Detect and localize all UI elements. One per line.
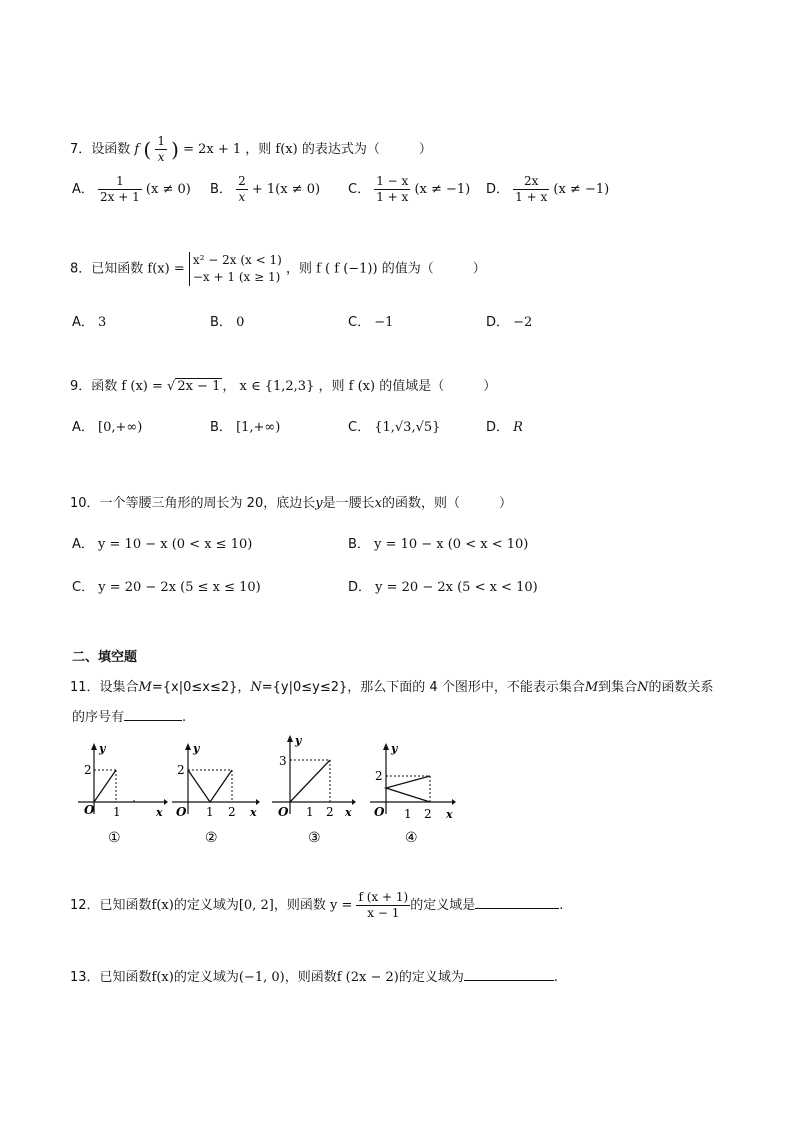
option-condition: (x ≠ 0): [145, 182, 191, 197]
question-13: [70, 966, 558, 985]
y-axis-label: y: [391, 742, 398, 755]
option-value: y = 10 − x (0 < x < 10): [374, 537, 529, 552]
y-axis-label: y: [193, 742, 200, 755]
function-graph: [386, 776, 430, 802]
question-text-b: 到集合: [598, 680, 638, 695]
option-label: D．: [486, 315, 510, 330]
q9-option-a[interactable]: [72, 416, 142, 435]
question-text-b: 的定义域为: [173, 898, 239, 913]
q7-option-c[interactable]: [348, 174, 470, 205]
option-label: C．: [348, 315, 371, 330]
fraction-numerator: 1: [157, 134, 165, 148]
option-value: −2: [513, 315, 533, 330]
figure-1-graph: [72, 740, 168, 848]
option-value: −1: [374, 315, 394, 330]
y-axis-arrow: [91, 743, 97, 750]
x-tick-label: 1: [206, 805, 214, 819]
question-8-number: 8．已知函数: [70, 261, 144, 277]
question-11-line-1: [70, 676, 714, 695]
fx-expression: f(x): [151, 898, 174, 913]
fx-expression: f(x): [275, 142, 298, 157]
q9-option-b[interactable]: [210, 416, 280, 435]
connector-text: ，则: [318, 379, 345, 394]
x-axis-arrow: [256, 799, 260, 805]
q9-option-c[interactable]: [348, 416, 440, 435]
option-denominator: x: [238, 190, 246, 204]
y-axis-arrow: [383, 743, 389, 750]
origin-label: O: [374, 805, 385, 819]
x-axis-label: x: [446, 808, 453, 821]
fx-expression: f(x): [151, 970, 174, 985]
x-axis-label: x: [345, 806, 352, 819]
question-9-number: 9．函数: [70, 379, 118, 394]
function-graph: [188, 770, 232, 802]
q10-option-b[interactable]: [348, 533, 528, 552]
period: .: [553, 970, 558, 985]
answer-blank[interactable]: [464, 968, 554, 981]
question-7: 7．设函数 f ( $\frac{1}{x}$ ) = 2x + 1 ，则 f(x) 的表达式为（ ）: [70, 134, 432, 164]
option-label: D．: [486, 420, 510, 435]
option-value: y = 10 − x (0 < x ≤ 10): [98, 537, 253, 552]
fraction-expression: [356, 890, 410, 921]
option-label: B．: [210, 315, 232, 330]
option-denominator: 2x + 1: [100, 190, 140, 204]
option-label: A．: [72, 315, 94, 330]
fx-expression: f(x) =: [147, 261, 185, 277]
question-text-c: ，则函数: [273, 898, 326, 913]
option-value: R: [513, 420, 523, 435]
q8-option-c[interactable]: [348, 311, 393, 330]
q10-option-a[interactable]: [72, 533, 252, 552]
y-tick-label: 2: [177, 763, 185, 777]
x-axis-arrow: [352, 799, 356, 805]
figure-2: [168, 740, 264, 852]
fraction-denominator: x − 1: [367, 906, 400, 920]
connector-text: ，则: [245, 142, 272, 157]
option-fraction: [98, 174, 142, 205]
option-value: y = 20 − 2x (5 ≤ x ≤ 10): [98, 580, 261, 595]
question-tail: 的函数，则（ ）: [381, 496, 512, 511]
question-text-c: ，则函数: [284, 970, 337, 985]
question-tail: 的表达式为（ ）: [301, 142, 432, 157]
figure-number: ③: [308, 830, 321, 846]
q10-option-d[interactable]: [348, 576, 538, 595]
domain-interval: [0, 2]: [238, 898, 274, 913]
option-numerator: 2x: [513, 174, 549, 190]
y-axis-arrow: [287, 735, 293, 742]
composite-expression: f ( f (−1)): [316, 261, 378, 277]
option-label: C．: [348, 182, 371, 197]
origin-label: O: [176, 805, 187, 819]
figure-1: [72, 740, 168, 852]
question-text-b: 是一腰长: [322, 496, 375, 511]
y-axis-arrow: [185, 743, 191, 750]
q10-option-c[interactable]: [72, 576, 261, 595]
question-tail: 的值为（ ）: [381, 261, 486, 277]
function-symbol: f: [134, 142, 140, 157]
y-equals: y =: [329, 898, 353, 913]
option-value: [0,+∞): [98, 420, 143, 435]
option-label: C．: [348, 420, 371, 435]
question-text-b: 的定义域为: [173, 970, 239, 985]
set-m-symbol: M: [138, 680, 152, 695]
function-graph: [290, 760, 330, 802]
q7-option-d[interactable]: [486, 174, 609, 205]
option-fraction: [374, 174, 410, 205]
figure-number: ②: [205, 830, 218, 846]
connector-text: ，则: [285, 261, 312, 277]
variable-x: x: [374, 496, 382, 511]
fraction-denominator: x: [157, 150, 165, 164]
fraction-1-over-x: [155, 134, 167, 165]
question-12: [70, 890, 563, 921]
equation-rhs: = 2x + 1: [183, 142, 242, 157]
set-n-definition: ={y|0≤y≤2}，那么下面的 4 个图形中，不能表示集合: [261, 680, 585, 695]
answer-blank[interactable]: [475, 896, 559, 909]
piecewise-case-1: x² − 2x (x < 1): [192, 253, 282, 267]
option-condition: (x ≠ −1): [553, 182, 610, 197]
option-value: y = 20 − 2x (5 < x < 10): [375, 580, 538, 595]
section-heading: 二、填空题: [72, 650, 138, 665]
x-tick-label: 2: [228, 805, 236, 819]
figure-2-graph: [168, 740, 264, 848]
option-value: {1,√3,√5}: [374, 420, 441, 435]
option-denominator: 1 + x: [376, 190, 409, 204]
option-label: A．: [72, 420, 94, 435]
x-axis-label: x: [156, 806, 163, 819]
question-text-c: 的函数关系: [648, 680, 714, 695]
question-7-number: 7．设函数: [70, 142, 131, 157]
option-label: D．: [486, 182, 510, 197]
y-tick-label: 2: [84, 763, 92, 777]
question-9: 9．函数 f (x) = √ 2x − 1 ， x ∈ {1,2,3} ，则 f (x) 的值域是（ ）: [70, 379, 497, 394]
x-tick-label: 1: [404, 807, 412, 821]
figure-number: ①: [108, 830, 121, 846]
question-text-d: 的定义域为: [398, 970, 464, 985]
q9-option-d[interactable]: [486, 416, 523, 435]
question-10-text: 10．一个等腰三角形的周长为 20，底边长: [70, 496, 316, 511]
question-11-prompt: 的序号有: [72, 710, 125, 725]
question-tail: 的值域是（ ）: [379, 379, 497, 394]
figure-4-graph: [366, 740, 462, 848]
question-text-d: 的定义域是: [410, 898, 476, 913]
figure-3: [268, 730, 360, 852]
option-condition: + 1(x ≠ 0): [251, 182, 321, 197]
separator: ，: [222, 379, 236, 394]
question-11-line-2: [72, 706, 186, 725]
set-m-definition: ={x|0≤x≤2}，: [151, 680, 251, 695]
question-8: [70, 252, 486, 286]
option-condition: (x ≠ −1): [414, 182, 471, 197]
option-label: C．: [72, 580, 95, 595]
question-11-number: 11．设集合: [70, 680, 139, 695]
period: .: [182, 710, 187, 725]
function-graph: [94, 770, 116, 802]
q8-option-a[interactable]: [72, 311, 106, 330]
variable-y: y: [315, 496, 323, 511]
x-tick-label: 1: [113, 805, 121, 819]
x-tick-label: 2: [326, 805, 334, 819]
fraction-numerator: f (x + 1): [358, 890, 409, 904]
option-value: 3: [98, 315, 107, 330]
option-value: [1,+∞): [236, 420, 281, 435]
option-fraction: [236, 174, 248, 205]
x-axis-arrow: [452, 799, 456, 805]
set-m-symbol-2: M: [584, 680, 599, 695]
answer-blank[interactable]: [124, 708, 182, 721]
set-n-symbol: N: [250, 680, 262, 695]
option-numerator: 2: [238, 174, 246, 188]
option-denominator: 1 + x: [515, 190, 548, 204]
set-n-symbol-2: N: [637, 680, 649, 695]
piecewise-case-2: −x + 1 (x ≥ 1): [192, 270, 281, 284]
option-numerator: 1 − x: [376, 174, 409, 188]
question-13-number: 13．已知函数: [70, 970, 152, 985]
y-axis-label: y: [99, 742, 106, 755]
y-axis-label: y: [295, 734, 302, 747]
y-tick-label: 2: [375, 769, 383, 783]
x-tick-label: 1: [306, 805, 314, 819]
option-fraction: [513, 174, 549, 205]
option-label: A．: [72, 182, 94, 197]
x-tick-label: 2: [424, 807, 432, 821]
figure-3-graph: [268, 730, 360, 848]
q7-option-a[interactable]: [72, 174, 191, 205]
q8-option-b[interactable]: [210, 311, 244, 330]
q8-option-d[interactable]: [486, 311, 532, 330]
y-tick-label: 3: [279, 754, 287, 768]
option-label: B．: [210, 420, 232, 435]
fx-expression-2: f (x): [348, 379, 376, 394]
figure-number: ④: [405, 830, 418, 846]
sqrt-radicand: 2x − 1: [177, 379, 221, 394]
option-value: 0: [236, 315, 245, 330]
option-label: A．: [72, 537, 94, 552]
option-label: D．: [348, 580, 372, 595]
domain-interval: (−1, 0): [238, 970, 285, 985]
q7-option-b[interactable]: [210, 174, 320, 205]
option-label: B．: [210, 182, 232, 197]
origin-label: O: [278, 805, 289, 819]
option-label: B．: [348, 537, 370, 552]
domain-set: x ∈ {1,2,3}: [239, 379, 315, 394]
x-axis-label: x: [250, 806, 257, 819]
question-10: [70, 492, 512, 511]
origin-label: O: [84, 803, 95, 817]
piecewise-cases: [189, 252, 282, 286]
question-12-number: 12．已知函数: [70, 898, 152, 913]
composite-expression: f (2x − 2): [336, 970, 399, 985]
option-numerator: 1: [98, 174, 142, 190]
figure-4: [366, 740, 462, 852]
fx-expression: f (x) =: [121, 379, 163, 394]
period: .: [559, 898, 564, 913]
